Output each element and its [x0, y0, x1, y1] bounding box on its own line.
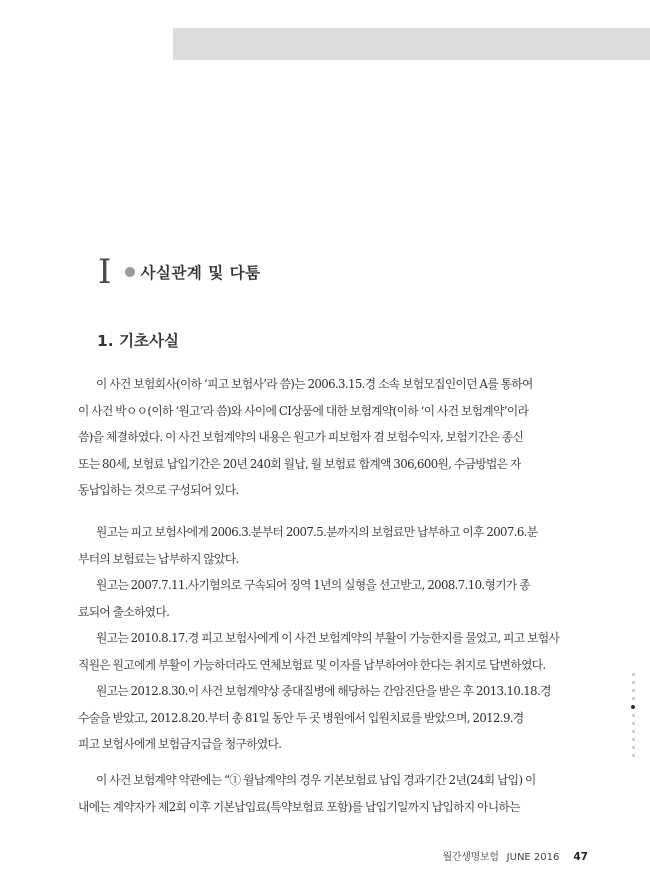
section-title: 사실관계 및 다툼 [140, 264, 261, 282]
subsection-title: 1. 기초사실 [97, 332, 179, 350]
text-line: 직원은 원고에게 부활이 가능하더라도 연체보험료 및 이자를 납부하여야 한다는 취지로 답변하였다. [78, 657, 546, 672]
text-line: 부터의 보험료는 납부하지 않았다. [78, 551, 239, 566]
section-numeral: I [98, 252, 113, 292]
text-line: 원고는 피고 보험사에게 2006.3.분부터 2007.5.분까지의 보험료만 납부하고 이후 2007.6.분 [96, 525, 538, 539]
text-line: 이 사건 박ㅇㅇ(이하 ‘원고’라 씀)와 사이에 CI상품에 대한 보험계약(이하 ‘이 사건 보험계약’이라 [78, 403, 529, 418]
page-indicator-dots [630, 673, 636, 762]
issue-date: JUNE 2016 [506, 852, 560, 863]
bullet-icon [125, 267, 135, 277]
magazine-name: 월간생명보험 [442, 852, 499, 863]
text-line: 원고는 2012.8.30.이 사건 보험계약상 중대질병에 해당하는 간암진단을 받은 후 2013.10.18.경 [96, 684, 551, 698]
dot-icon [632, 673, 635, 676]
dot-icon [632, 681, 635, 684]
dot-icon [632, 689, 635, 692]
text-line: 동납입하는 것으로 구성되어 있다. [78, 483, 239, 497]
header-band [173, 28, 650, 60]
paragraph-3 [78, 767, 586, 820]
page-number: 47 [573, 851, 588, 863]
dot-icon [632, 714, 635, 717]
text-line: 원고는 2010.8.17.경 피고 보험사에게 이 사건 보험계약의 부활이 가능한지를 물었고, 피고 보험사 [96, 631, 560, 645]
paragraph-1 [78, 371, 586, 504]
dot-icon [632, 697, 635, 700]
dot-icon [632, 746, 635, 749]
dot-icon [632, 722, 635, 725]
text-line: 내에는 계약자가 제2회 이후 기본납입료(특약보험료 포함)를 납입기일까지 납입하지 아니하는 [78, 799, 520, 814]
text-line: 씀)을 체결하였다. 이 사건 보험계약의 내용은 원고가 피보험자 겸 보험수익자, 보험기간은 종신 [78, 430, 524, 444]
text-line: 피고 보험사에게 보험금지급을 청구하였다. [78, 737, 282, 751]
dot-icon [632, 738, 635, 741]
dot-active-icon [631, 705, 635, 709]
paragraph-2 [78, 519, 586, 758]
text-line: 료되어 출소하였다. [78, 604, 170, 619]
section-heading [98, 252, 261, 292]
page-footer [443, 848, 589, 863]
text-line: 이 사건 보험계약 약관에는 “① 월납계약의 경우 기본보험료 납입 경과기간 2년(24회 납입) 이 [96, 773, 536, 787]
text-line: 원고는 2007.7.11.사기혐의로 구속되어 징역 1년의 실형을 선고받고, 2008.7.10.형기가 종 [96, 578, 530, 592]
text-line: 수술을 받았고, 2012.8.20.부터 총 81일 동안 두 곳 병원에서 입원치료를 받았으며, 2012.9.경 [78, 710, 524, 725]
text-line: 이 사건 보험회사(이하 ‘피고 보험사’라 씀)는 2006.3.15.경 소속 보험모집인이던 A를 통하여 [96, 377, 533, 391]
dot-icon [632, 754, 635, 757]
dot-icon [632, 730, 635, 733]
text-line: 또는 80세, 보험료 납입기간은 20년 240회 월납, 월 보험료 합계액 306,600원, 수금방법은 자 [78, 456, 521, 471]
